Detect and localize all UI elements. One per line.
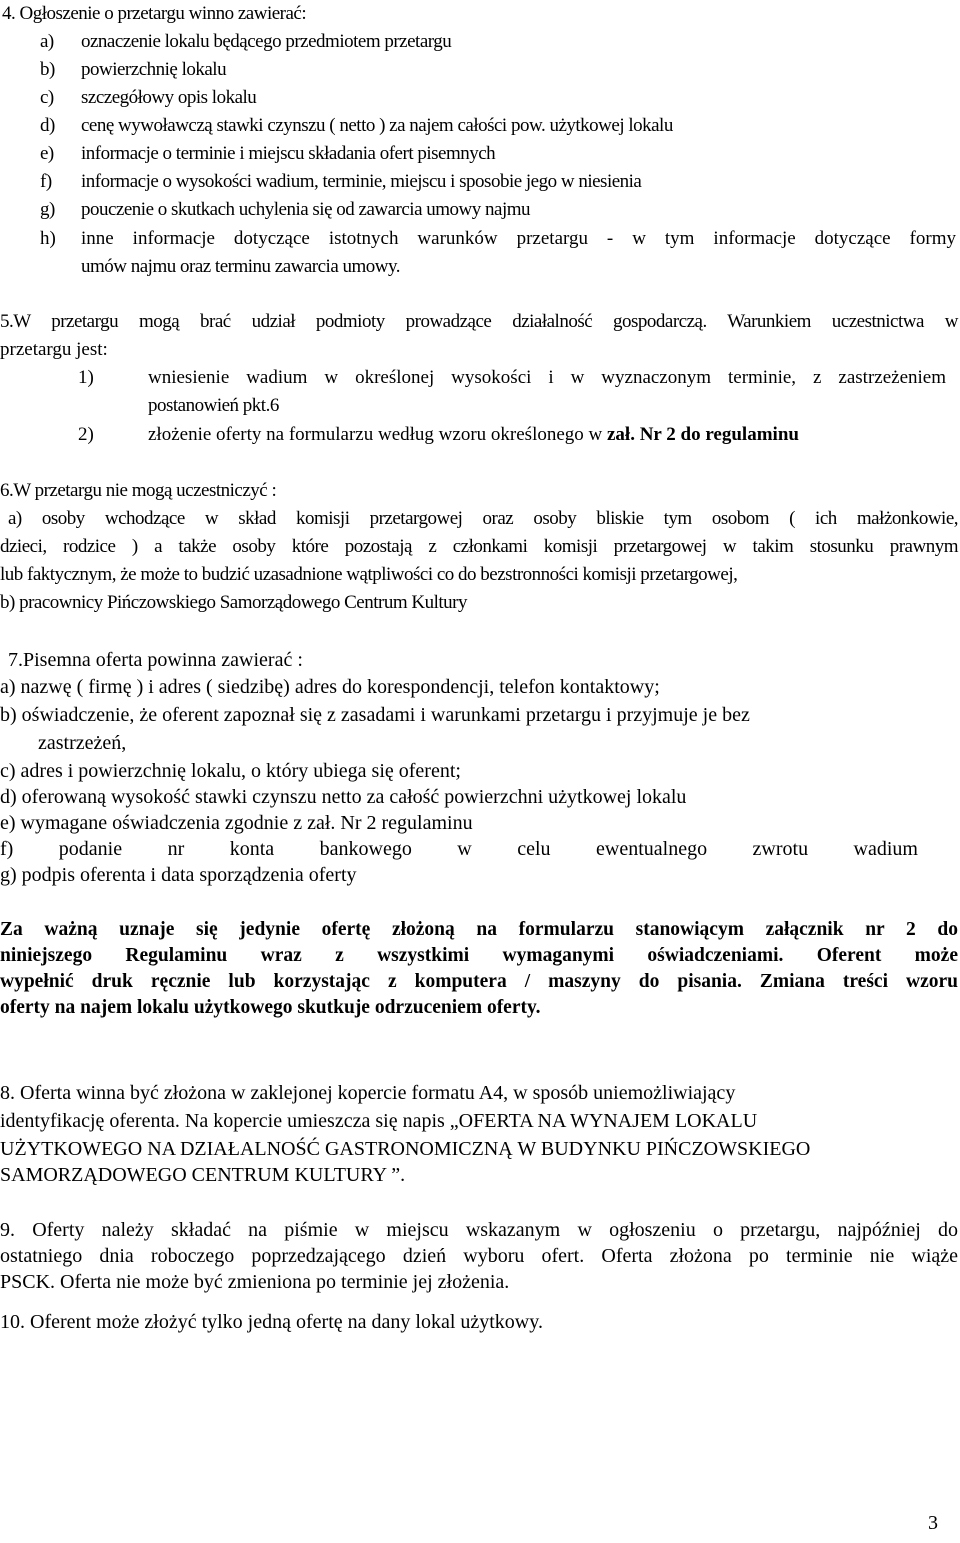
bold-paragraph-line: oferty na najem lokalu użytkowego skutkuje odrzuceniem oferty. — [0, 997, 541, 1018]
section-5-line: przetargu jest: — [0, 339, 108, 360]
section-9-line: ostatniego dnia roboczego poprzedzającego dzień wyboru ofert. Oferta złożona po terminie nie wiąże — [0, 1245, 958, 1267]
section-6-line: b) pracownicy Pińczowskiego Samorządowego Centrum Kultury — [0, 592, 467, 613]
list-item-label: d) — [40, 115, 55, 136]
section-7-item-continued: zastrzeżeń, — [38, 732, 127, 754]
section-9-line: 9. Oferty należy składać na piśmie w miejscu wskazanym w ogłoszeniu o przetargu, najpóźniej do — [0, 1219, 958, 1241]
list-item-text: wniesienie wadium w określonej wysokości i w wyznaczonym terminie, z zastrzeżeniem — [148, 367, 946, 388]
list-item-label: f) — [40, 171, 52, 192]
list-item-label: 1) — [78, 367, 94, 388]
section-4-heading: 4. Ogłoszenie o przetargu winno zawierać: — [2, 3, 307, 24]
section-6-line: lub faktycznym, że może to budzić uzasadnione wątpliwości co do bezstronności komisji przetargowej, — [0, 564, 738, 585]
list-item-text-plain: złożenie oferty na formularzu według wzoru określonego w — [148, 424, 607, 445]
list-item-text: cenę wywoławczą stawki czynszu ( netto ) za najem całości pow. użytkowej lokalu — [81, 115, 673, 136]
list-item-text: powierzchnię lokalu — [81, 59, 227, 80]
list-item-label: g) — [40, 199, 55, 220]
list-item-label: c) — [40, 87, 54, 108]
list-item-label: 2) — [78, 424, 94, 445]
section-7-heading: 7.Pisemna oferta powinna zawierać : — [8, 649, 303, 671]
section-10-line: 10. Oferent może złożyć tylko jedną ofertę na dany lokal użytkowy. — [0, 1311, 543, 1333]
list-item-label: e) — [40, 143, 54, 164]
list-item-text-bold: zał. Nr 2 do regulaminu — [607, 424, 799, 445]
section-8-line: SAMORZĄDOWEGO CENTRUM KULTURY ”. — [0, 1164, 406, 1186]
section-9-line: PSCK. Oferta nie może być zmieniona po terminie jej złożenia. — [0, 1271, 510, 1293]
list-item-text: szczegółowy opis lokalu — [81, 87, 257, 108]
list-item-text: informacje o wysokości wadium, terminie, miejscu i sposobie jego w niesienia — [81, 171, 642, 192]
section-8-line: 8. Oferta winna być złożona w zaklejonej kopercie formatu A4, w sposób uniemożliwiający — [0, 1082, 736, 1104]
section-6-line: a) osoby wchodzące w skład komisji przetargowej oraz osoby bliskie tym osobom ( ich małżonkowie, — [8, 508, 958, 529]
section-6-line: dzieci, rodzice ) a także osoby które pozostają z członkami komisji przetargowej w takim stosunku prawnym — [0, 536, 958, 557]
list-item-label: a) — [40, 31, 54, 52]
section-7-item: f) podanie nr konta bankowego w celu ewentualnego zwrotu wadium — [0, 838, 918, 860]
section-7-item: c) adres i powierzchnię lokalu, o który ubiega się oferent; — [0, 760, 461, 782]
section-7-item: e) wymagane oświadczenia zgodnie z zał. Nr 2 regulaminu — [0, 812, 473, 834]
list-item-label: b) — [40, 59, 55, 80]
section-7-item: a) nazwę ( firmę ) i adres ( siedzibę) adres do korespondencji, telefon kontaktowy; — [0, 676, 660, 698]
list-item-text — [148, 425, 799, 444]
list-item-text-continued: umów najmu oraz terminu zawarcia umowy. — [81, 256, 401, 277]
list-item-text: pouczenie o skutkach uchylenia się od zawarcia umowy najmu — [81, 199, 530, 220]
bold-paragraph-line: niniejszego Regulaminu wraz z wszystkimi wymaganymi oświadczeniami. Oferent może — [0, 945, 958, 966]
list-item-text: inne informacje dotyczące istotnych warunków przetargu - w tym informacje dotyczące formy — [81, 228, 956, 249]
section-8-line: UŻYTKOWEGO NA DZIAŁALNOŚĆ GASTRONOMICZNĄ W BUDYNKU PIŃCZOWSKIEGO — [0, 1138, 811, 1160]
bold-paragraph-line: wypełnić druk ręcznie lub korzystając z komputera / maszyny do pisania. Zmiana treści wzoru — [0, 971, 958, 992]
list-item-text: informacje o terminie i miejscu składania ofert pisemnych — [81, 143, 496, 164]
list-item-text-continued: postanowień pkt.6 — [148, 395, 279, 416]
list-item-label: h) — [40, 228, 56, 249]
bold-paragraph-line: Za ważną uznaje się jedynie ofertę złożoną na formularzu stanowiącym załącznik nr 2 do — [0, 919, 958, 940]
page-number: 3 — [928, 1512, 938, 1534]
section-5-line: 5.W przetargu mogą brać udział podmioty prowadzące działalność gospodarczą. Warunkiem uczestnictwa w — [0, 311, 958, 332]
section-8-line: identyfikację oferenta. Na kopercie umieszcza się napis „OFERTA NA WYNAJEM LOKALU — [0, 1110, 758, 1132]
section-7-item: g) podpis oferenta i data sporządzenia oferty — [0, 864, 357, 886]
list-item-text: oznaczenie lokalu będącego przedmiotem przetargu — [81, 31, 452, 52]
section-6-heading: 6.W przetargu nie mogą uczestniczyć : — [0, 480, 277, 501]
section-7-item: b) oświadczenie, że oferent zapoznał się z zasadami i warunkami przetargu i przyjmuje je bez — [0, 704, 750, 726]
section-7-item: d) oferowaną wysokość stawki czynszu netto za całość powierzchni użytkowej lokalu — [0, 786, 687, 808]
